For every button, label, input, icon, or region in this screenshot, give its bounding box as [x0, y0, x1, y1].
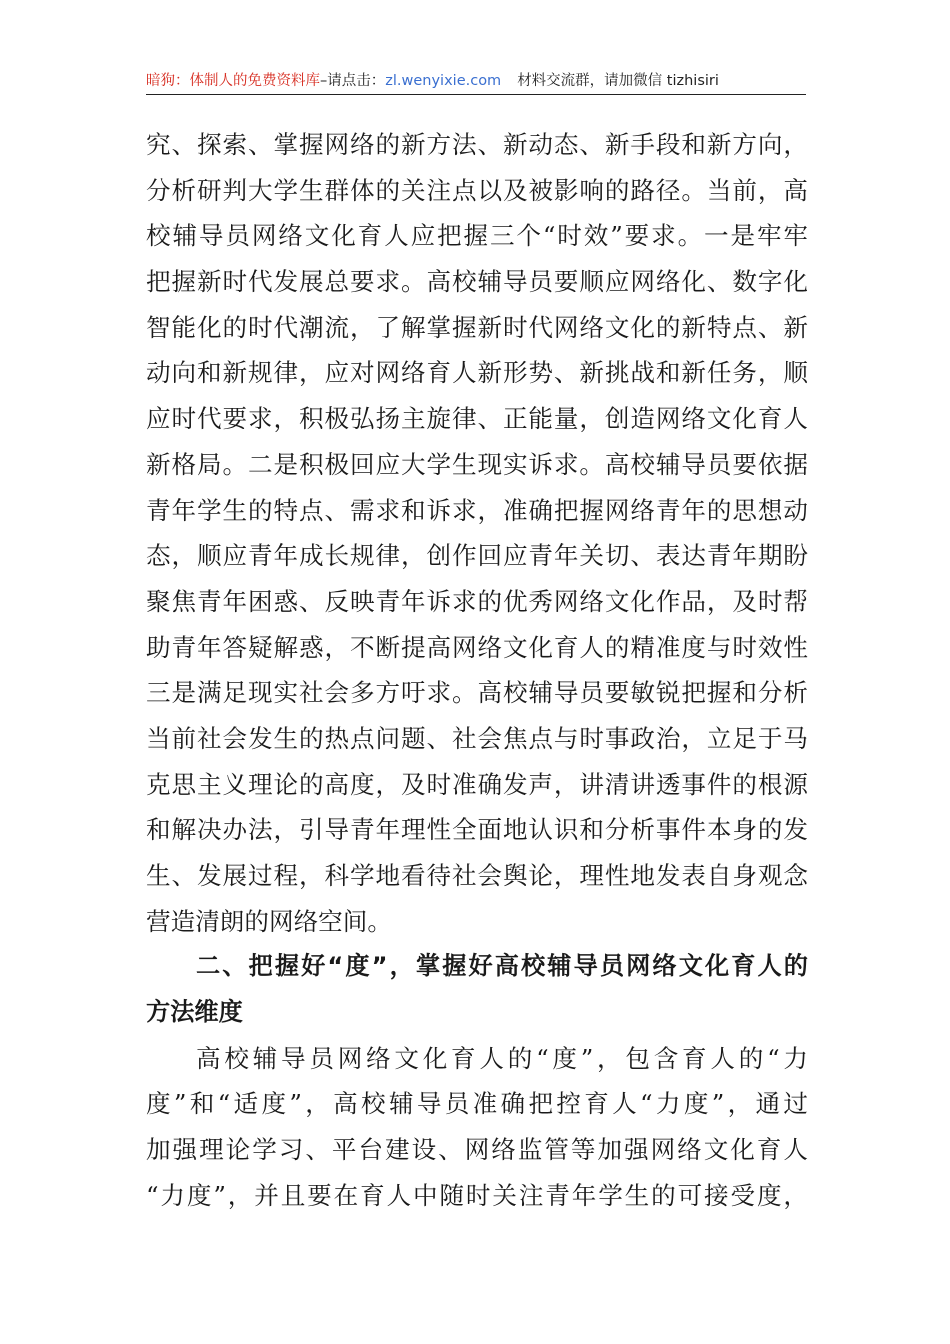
- header-brand: 暗狗：体制人的免费资料库: [146, 73, 320, 89]
- body-line: “力度”，并且要在育人中随时关注青年学生的可接受度，: [146, 1180, 808, 1210]
- body-line: 动向和新规律，应对网络育人新形势、新挑战和新任务，顺: [146, 358, 808, 388]
- body-line: 青年学生的特点、需求和诉求，准确把握网络青年的思想动: [146, 495, 808, 525]
- body-line: 当前社会发生的热点问题、社会焦点与时事政治，立足于马: [146, 723, 808, 753]
- header-prompt: –请点击：: [320, 73, 386, 89]
- header-url-link[interactable]: zl.wenyixie.com: [385, 73, 502, 89]
- page-header: [146, 70, 806, 95]
- body-line: 分析研判大学生群体的关注点以及被影响的路径。当前，高: [146, 175, 808, 205]
- body-line: 校辅导员网络文化育人应把握三个“时效”要求。一是牢牢: [146, 221, 808, 251]
- body-line: 新格局。二是积极回应大学生现实诉求。高校辅导员要依据: [146, 449, 808, 479]
- body-line: 加强理论学习、平台建设、网络监管等加强网络文化育人: [146, 1135, 808, 1165]
- body-line: 度”和“适度”，高校辅导员准确把控育人“力度”，通过: [146, 1089, 808, 1119]
- body-line: 态，顺应青年成长规律，创作回应青年关切、表达青年期盼: [146, 541, 808, 571]
- body-line: 助青年答疑解惑，不断提高网络文化育人的精准度与时效性: [146, 632, 808, 662]
- body-line: 应时代要求，积极弘扬主旋律、正能量，创造网络文化育人: [146, 404, 808, 434]
- document-body: [146, 122, 808, 1219]
- body-line: 聚焦青年困惑、反映青年诉求的优秀网络文化作品，及时帮: [146, 586, 808, 616]
- body-line: 把握新时代发展总要求。高校辅导员要顺应网络化、数字化: [146, 267, 808, 297]
- body-line: 营造清朗的网络空间。: [146, 906, 392, 936]
- body-line: 高校辅导员网络文化育人的“度”，包含育人的“力: [196, 1043, 808, 1073]
- body-line: 和解决办法，引导青年理性全面地认识和分析事件本身的发: [146, 815, 808, 845]
- body-line: 究、探索、掌握网络的新方法、新动态、新手段和新方向，: [146, 130, 808, 159]
- body-line: 克思主义理论的高度，及时准确发声，讲清讲透事件的根源: [146, 769, 808, 799]
- body-line: 智能化的时代潮流，了解掌握新时代网络文化的新特点、新: [146, 312, 808, 342]
- header-contact: 材料交流群，请加微信 tizhisiri: [517, 73, 719, 89]
- section-heading: 二、把握好“度”，掌握好高校辅导员网络文化育人的: [196, 952, 808, 981]
- body-line: 三是满足现实社会多方吁求。高校辅导员要敏锐把握和分析: [146, 678, 808, 708]
- body-line: 生、发展过程，科学地看待社会舆论，理性地发表自身观念: [146, 861, 808, 890]
- section-heading: 方法维度: [146, 998, 243, 1027]
